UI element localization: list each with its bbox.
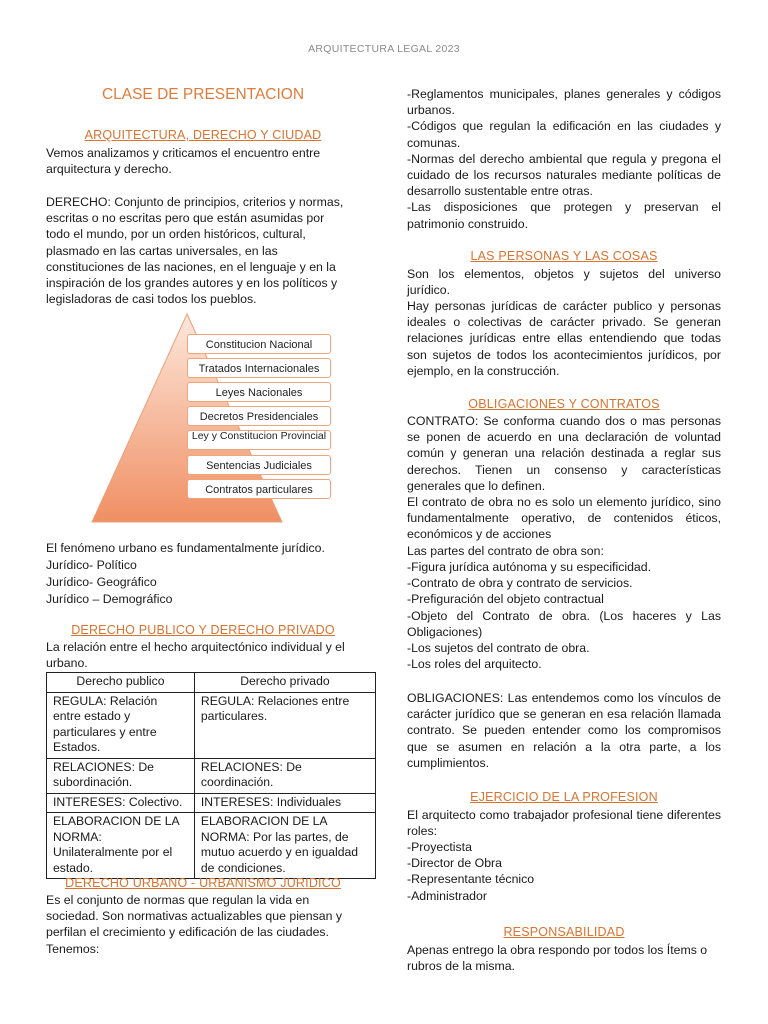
- section-heading-obligaciones: OBLIGACIONES Y CONTRATOS: [468, 397, 660, 411]
- list-item: -Administrador: [407, 888, 487, 903]
- contrato-obra-paragraph: El contrato de obra no es solo un elemento jurídico, sino fundamentalmente operativo, de contenidos éticos, económicos y de acciones: [407, 495, 721, 542]
- list-item: -Representante técnico: [407, 872, 535, 887]
- urban-phenomenon-list: [46, 540, 351, 608]
- table-header-row: [47, 673, 376, 693]
- intro-paragraph: Vemos analizamos y criticamos el encuentro entre arquitectura y derecho.: [46, 146, 321, 177]
- table-cell: RELACIONES: De coordinación.: [194, 758, 375, 793]
- comparison-table: [46, 672, 376, 879]
- table-cell: ELABORACION DE LA NORMA: Unilateralmente por el estado.: [47, 813, 195, 879]
- section-heading-responsabilidad: RESPONSABILIDAD: [503, 925, 625, 939]
- table-cell: INTERESES: Individuales: [194, 793, 375, 813]
- partes-list: [407, 559, 721, 672]
- roles-list: [407, 839, 721, 904]
- section-heading-personas: LAS PERSONAS Y LAS COSAS: [470, 249, 658, 263]
- list-item: -Normas del derecho ambiental que regula y pregona el cuidado de los recursos naturales mediante políticas de desarrollo sustentable entre otras.: [407, 151, 721, 199]
- list-item: Jurídico- Político: [46, 558, 137, 572]
- section-heading-arquitectura: ARQUITECTURA, DERECHO Y CIUDAD: [84, 128, 322, 142]
- section-heading-publico-privado: DERECHO PUBLICO Y DERECHO PRIVADO: [71, 623, 335, 637]
- responsabilidad-paragraph: Apenas entrego la obra respondo por todos los Ítems o rubros de la misma.: [407, 943, 708, 974]
- personas-paragraph-2: Hay personas jurídicas de carácter publico y personas ideales o colectivas de carácter privado. Se generan relaciones jurídicas entre ellas entendiendo que todas son sujetos de todos los acontecimientos jurídicos, por ejemplo, en la construcción.: [407, 299, 721, 378]
- list-item: -Las disposiciones que protegen y preservan el patrimonio construido.: [407, 200, 721, 231]
- column-header: Derecho publico: [47, 673, 195, 693]
- pyramid-level: Constitucion Nacional: [187, 334, 331, 354]
- list-item: Jurídico- Geográfico: [46, 575, 157, 589]
- list-item: -Proyectista: [407, 840, 472, 854]
- list-item: -Los sujetos del contrato de obra.: [407, 641, 590, 656]
- list-item: -Objeto del Contrato de obra. (Los haceres y Las Obligaciones): [407, 608, 721, 639]
- document-title: CLASE DE PRESENTACION: [101, 86, 305, 103]
- ejercicio-paragraph: El arquitecto como trabajador profesional tiene diferentes roles:: [407, 808, 721, 839]
- pyramid-level: Tratados Internacionales: [187, 358, 331, 378]
- relation-paragraph: La relación entre el hecho arquitectónico individual y el urbano.: [46, 640, 345, 671]
- urban-norms-list: [407, 86, 721, 232]
- list-item: -Prefiguración del objeto contractual: [407, 592, 604, 607]
- pyramid-level: Decretos Presidenciales: [187, 406, 331, 426]
- personas-paragraph-1: Son los elementos, objetos y sujetos del universo jurídico.: [407, 267, 721, 298]
- table-cell: REGULA: Relaciones entre particulares.: [194, 692, 375, 758]
- table-row: [47, 793, 376, 813]
- list-item: -Contrato de obra y contrato de servicios.: [407, 576, 633, 591]
- list-item: El fenómeno urbano es fundamentalmente jurídico.: [46, 541, 325, 555]
- table-row: [47, 692, 376, 758]
- column-header: Derecho privado: [194, 673, 375, 693]
- list-item: -Los roles del arquitecto.: [407, 657, 542, 672]
- section-heading-ejercicio: EJERCICIO DE LA PROFESION: [470, 790, 658, 804]
- obligaciones-paragraph: OBLIGACIONES: Las entendemos como los vínculos de carácter jurídico que se generan en esa relación llamada contrato. Se pueden entender como los compromisos que se asumen en relación a la otra parte, a los cumplimientos.: [407, 691, 721, 770]
- list-item: -Reglamentos municipales, planes generales y códigos urbanos.: [407, 87, 721, 118]
- table-row: [47, 813, 376, 879]
- derecho-urbano-paragraph: Es el conjunto de normas que regulan la vida en sociedad. Son normativas actualizables que piensan y perfilan el crecimiento y edificación de las ciudades. Tenemos:: [46, 893, 342, 956]
- table-cell: RELACIONES: De subordinación.: [47, 758, 195, 793]
- partes-intro: Las partes del contrato de obra son:: [407, 544, 604, 558]
- pyramid-level: Ley y Constitucion Provincial: [187, 430, 331, 450]
- section-heading-derecho-urbano: DERECHO URBANO - URBANISMO JURIDICO: [65, 876, 341, 890]
- table-cell: ELABORACION DE LA NORMA: Por las partes, de mutuo acuerdo y en igualdad de condiciones.: [194, 813, 375, 879]
- page-header: ARQUITECTURA LEGAL 2023: [308, 43, 460, 55]
- pyramid-level: Sentencias Judiciales: [187, 455, 331, 475]
- list-item: -Director de Obra: [407, 856, 502, 871]
- table-cell: REGULA: Relación entre estado y particulares y entre Estados.: [47, 692, 195, 758]
- derecho-definition: DERECHO: Conjunto de principios, criterios y normas, escritas o no escritas pero que están asumidas por todo el mundo, por un orden históricos, cultural, plasmado en las cartas universales, en las constituciones de las naciones, en el lenguaje y en la inspiración de los grandes autores y en los políticos y legisladoras de casi todos los pueblos.: [46, 195, 344, 307]
- contrato-paragraph: CONTRATO: Se conforma cuando dos o mas personas se ponen de acuerdo en una declaración de voluntad común y generan una relación destinada a reglar sus derechos. Tienen un consenso y características generales que lo definen.: [407, 414, 721, 493]
- pyramid-level: Contratos particulares: [187, 479, 331, 499]
- list-item: Jurídico – Demográfico: [46, 592, 173, 606]
- table-cell: INTERESES: Colectivo.: [47, 793, 195, 813]
- list-item: -Figura jurídica autónoma y su especificidad.: [407, 560, 652, 574]
- pyramid-level: Leyes Nacionales: [187, 382, 331, 402]
- table-row: [47, 758, 376, 793]
- list-item: -Códigos que regulan la edificación en las ciudades y comunas.: [407, 119, 721, 150]
